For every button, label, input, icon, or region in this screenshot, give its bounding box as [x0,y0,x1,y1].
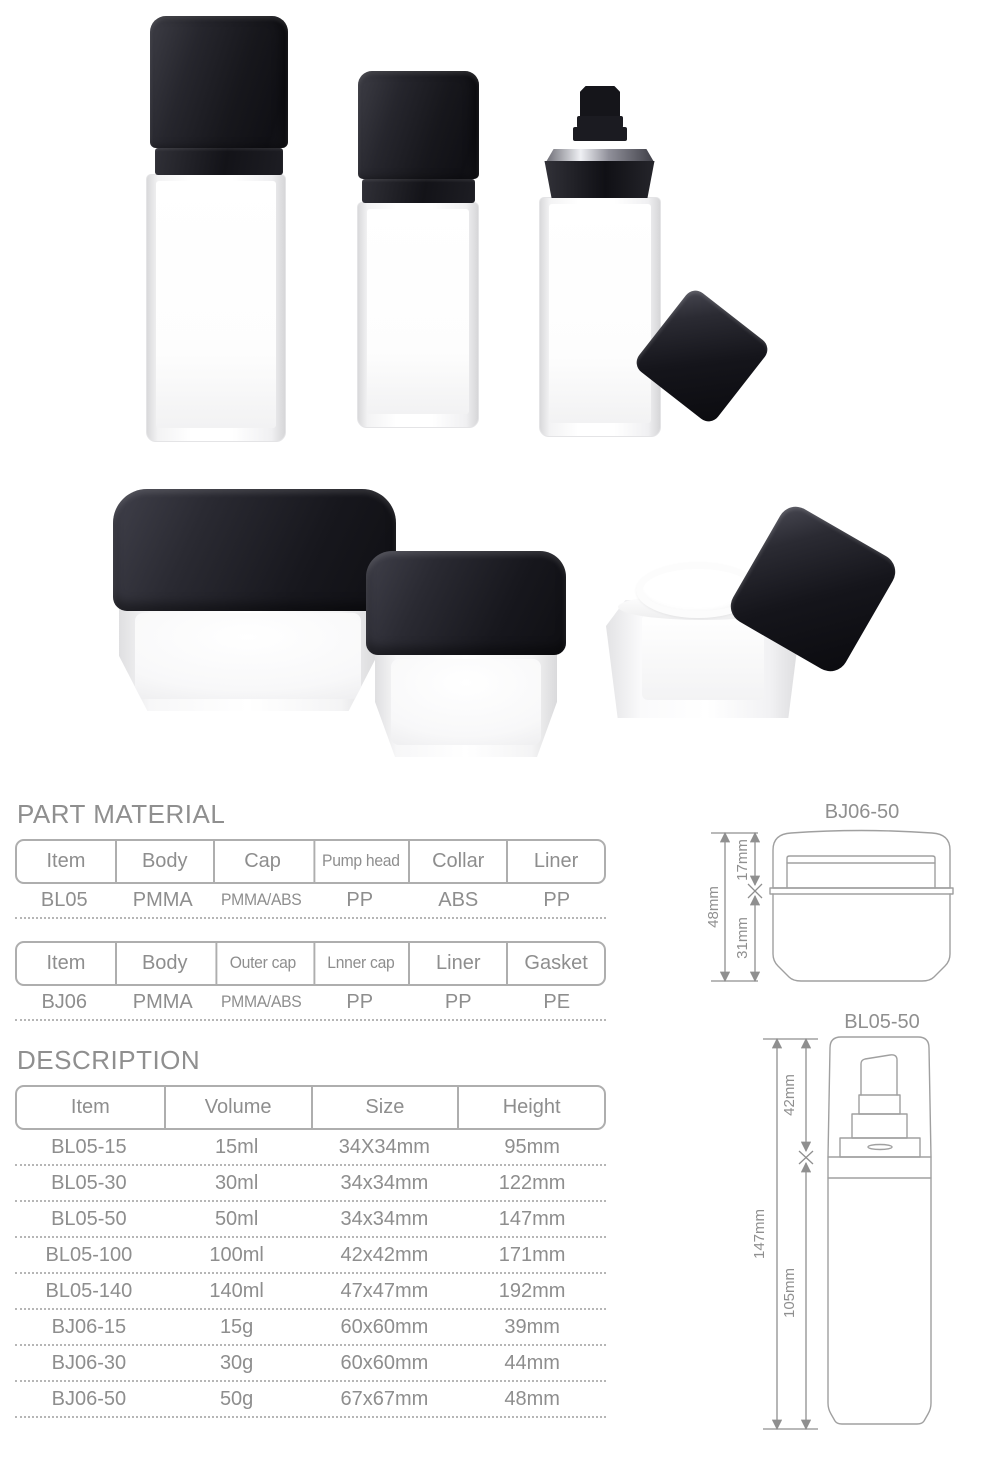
cell: 42x42mm [340,1243,429,1266]
cell: 44mm [504,1351,560,1374]
cell: 15g [219,1315,254,1338]
cell: BJ06 [41,991,88,1013]
dimension-label: 31mm [734,917,751,959]
jar-medium-body [375,651,557,757]
jar-technical-drawing [698,786,998,1014]
bottle-large-body [146,174,286,442]
column-header: Cap [213,841,311,882]
dimension-junction-cross [748,884,762,898]
table-row [15,1166,606,1202]
dimension-label: 48mm [705,886,722,928]
table-header-row [15,941,606,986]
cell: 30ml [214,1171,259,1194]
pump-spout-outline [861,1055,897,1095]
pump-collar [541,161,658,198]
cell: PP [346,889,374,911]
bottle-cap-outline [828,1037,931,1157]
description-table [15,1085,606,1418]
column-header: Volume [164,1087,311,1128]
pump-nozzle [580,86,620,118]
bottle-body-outline [828,1157,931,1424]
column-header: Height [457,1087,604,1128]
cell: 50g [219,1387,254,1410]
part-material-title: PART MATERIAL [17,799,226,829]
cell: PMMA [132,991,193,1013]
cell: PMMA/ABS [221,891,302,909]
material-table-bj06 [15,941,606,1021]
jar-lip-flange [770,888,953,894]
cell: BL05-140 [45,1279,133,1302]
cell: 47x47mm [340,1279,429,1302]
dimension-junction-cross [799,1151,813,1164]
cell: 100ml [209,1243,264,1266]
cell: PP [346,991,374,1013]
cell: 147mm [498,1207,566,1230]
cell: BJ06-50 [51,1387,127,1410]
jar-medium-cap [366,551,566,655]
jar-body-outline [773,894,950,981]
spec-tables [15,800,606,1418]
table-row [15,1382,606,1418]
table-row [15,1310,606,1346]
drawing-title: BL05-50 [844,1011,920,1033]
cell: 39mm [504,1315,560,1338]
cell: PE [543,991,571,1013]
cell: ABS [438,889,479,911]
pump-base-outline [840,1138,920,1157]
cell: 95mm [504,1135,560,1158]
cell: PP [543,889,571,911]
drawing-title: BJ06-50 [824,801,900,823]
column-header: Item [46,850,86,872]
bottle-large-cap [150,16,288,148]
table-row [15,1274,606,1310]
cell: 34x34mm [340,1207,429,1230]
column-header: Outer cap [215,943,308,984]
table-row [15,1238,606,1274]
column-header: Liner [408,943,506,984]
dimension-label: 17mm [734,839,751,881]
table-row [15,1202,606,1238]
column-header: Pump head [313,841,406,882]
cell: BL05-15 [51,1135,127,1158]
jar-large-cap [113,489,396,611]
cell: 48mm [504,1387,560,1410]
cell: 67x67mm [340,1387,429,1410]
cell: 34x34mm [340,1171,429,1194]
column-header: Gasket [506,943,604,984]
table-row [15,986,606,1021]
column-header: Item [70,1096,110,1118]
column-header: Body [115,841,213,882]
cell: 171mm [498,1243,566,1266]
cell: 30g [219,1351,254,1374]
cell: PMMA [132,889,193,911]
bottle-medium-body [357,202,479,428]
bottle-large-cap-rim [155,148,283,175]
cell: PP [444,991,472,1013]
cell: BL05-100 [45,1243,133,1266]
cell: 140ml [209,1279,264,1302]
column-header: Collar [408,841,506,882]
cell: 50ml [214,1207,259,1230]
pump-bottle-body [539,197,661,437]
column-header: Item [46,952,86,974]
table-row [15,884,606,919]
dimension-label: 42mm [781,1074,798,1116]
bottle-technical-drawing [698,1002,998,1460]
column-header: Liner [506,841,604,882]
dimension-label: 147mm [751,1208,768,1260]
cell: PMMA/ABS [221,993,302,1011]
cell: 192mm [498,1279,566,1302]
column-header: Lnner cap [313,943,406,984]
column-header: Size [311,1087,458,1128]
jar-inner-lid-outline [787,856,935,888]
pump-step2-outline [852,1114,907,1138]
dimension-label: 105mm [781,1267,798,1319]
jar-large-body [119,605,377,711]
cell: 122mm [498,1171,566,1194]
cell: 15ml [214,1135,259,1158]
jar-cap-outline [773,831,950,889]
table-header-row [15,839,606,884]
cell: BL05 [40,889,88,911]
table-row [15,1346,606,1382]
pump-collar-plate [546,149,654,162]
cell: 34X34mm [338,1135,430,1158]
cell: BL05-50 [51,1207,127,1230]
column-header: Body [115,943,213,984]
pump-base-slot [868,1145,892,1150]
table-header-row [15,1085,606,1130]
pump-ring-large [573,127,627,141]
bottle-medium-cap-rim [362,179,475,203]
cell: 60x60mm [340,1315,429,1338]
cell: BL05-30 [51,1171,127,1194]
cell: BJ06-15 [51,1315,127,1338]
cell: 60x60mm [340,1351,429,1374]
bottle-medium-cap [358,71,479,179]
pump-step1-outline [859,1095,900,1114]
description-title: DESCRIPTION [17,1045,201,1075]
material-table-bl05 [15,839,606,919]
cell: BJ06-30 [51,1351,127,1374]
table-row [15,1130,606,1166]
